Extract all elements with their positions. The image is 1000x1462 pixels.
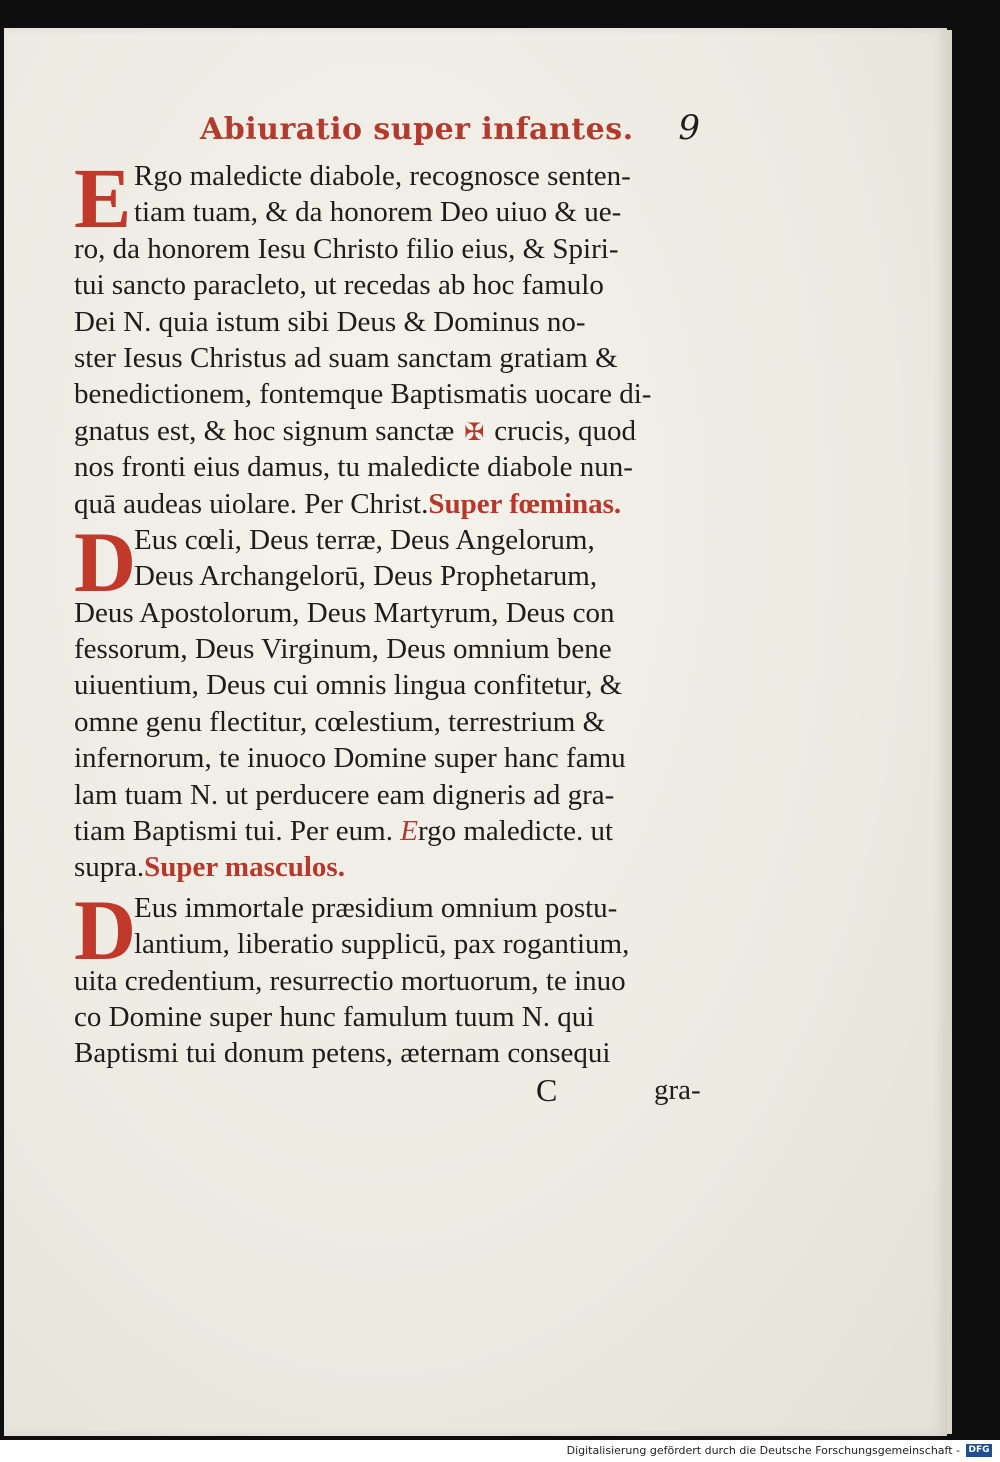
rubric-heading: Super fœminas. (428, 487, 622, 520)
text-segment: rgo maledicte. ut (417, 815, 614, 848)
text-line: Dei N. quia istum sibi Deus & Dominus no- (74, 305, 586, 338)
drop-initial-d: D (74, 881, 137, 978)
text-line (74, 849, 714, 885)
text-line: nos fronti eius damus, tu maledicte diabole nun- (74, 451, 633, 484)
text-line: benedictionem, fontemque Baptismatis uocare di- (74, 378, 652, 411)
text-line: lantium, liberatio supplicū, pax rogantium, (134, 928, 630, 961)
text-line: lam tuam N. ut perducere eam digneris ad gra- (74, 778, 615, 811)
text-line (74, 813, 714, 849)
rubric-heading: Super masculos. (144, 851, 345, 884)
dfg-logo-icon: DFG (966, 1444, 992, 1457)
text-line: infernorum, te inuoco Domine super hanc famu (74, 742, 626, 775)
catchword-line (74, 1072, 714, 1108)
catchword: gra- (654, 1073, 701, 1106)
text-line: uita credentium, resurrectio mortuorum, te inuo (74, 964, 626, 997)
text-line (74, 486, 714, 522)
text-line: Baptismi tui donum petens, æternam consequi (74, 1037, 611, 1070)
text-line: omne genu flectitur, cœlestium, terrestrium & (74, 705, 606, 738)
cross-icon: ✠ (464, 419, 485, 446)
signature-mark: C (536, 1071, 558, 1108)
drop-initial-d: D (74, 513, 137, 610)
funding-credit: Digitalisierung gefördert durch die Deutsche Forschungsgemeinschaft - (566, 1444, 960, 1457)
text-line: uiuentium, Deus cui omnis lingua confitetur, & (74, 669, 623, 702)
red-initial: E (400, 815, 418, 848)
drop-initial-e: E (74, 150, 132, 246)
footer-bar (0, 1440, 1000, 1462)
text-line: tui sancto paracleto, ut recedas ab hoc famulo (74, 269, 604, 302)
folio-number: 9 (678, 108, 700, 148)
text-segment: supra. (74, 851, 145, 884)
text-line: tiam tuam, & da honorem Deo uiuo & ue- (134, 196, 622, 229)
text-line (74, 413, 714, 449)
paragraph-ergo (74, 150, 714, 522)
text-line: fessorum, Deus Virginum, Deus omnium bene (74, 633, 612, 666)
page-header (200, 108, 710, 156)
text-line: Deus Apostolorum, Deus Martyrum, Deus con (74, 596, 615, 629)
text-segment: quā audeas uiolare. Per Christ. (74, 487, 429, 520)
text-line: Deus Archangelorū, Deus Prophetarum, (134, 560, 598, 593)
text-segment: tiam Baptismi tui. Per eum. (74, 815, 393, 848)
paragraph-deus-immortale (74, 881, 714, 1072)
paragraph-deus-coeli (74, 513, 714, 886)
text-line: ster Iesus Christus ad suam sanctam gratiam & (74, 341, 618, 374)
text-line: Eus immortale præsidium omnium postu- (134, 891, 618, 924)
running-title: Abiuratio super infantes. (200, 112, 634, 147)
text-line: co Domine super hunc famulum tuum N. qui (74, 1000, 595, 1033)
text-line: Eus cœli, Deus terræ, Deus Angelorum, (134, 523, 595, 556)
text-block (74, 150, 714, 1108)
text-segment: gnatus est, & hoc signum sanctæ (74, 414, 455, 447)
text-line: Rgo maledicte diabole, recognosce senten- (134, 160, 631, 192)
text-line: ro, da honorem Iesu Christo filio eius, & Spiri- (74, 232, 619, 265)
text-segment: crucis, quod (494, 414, 637, 447)
